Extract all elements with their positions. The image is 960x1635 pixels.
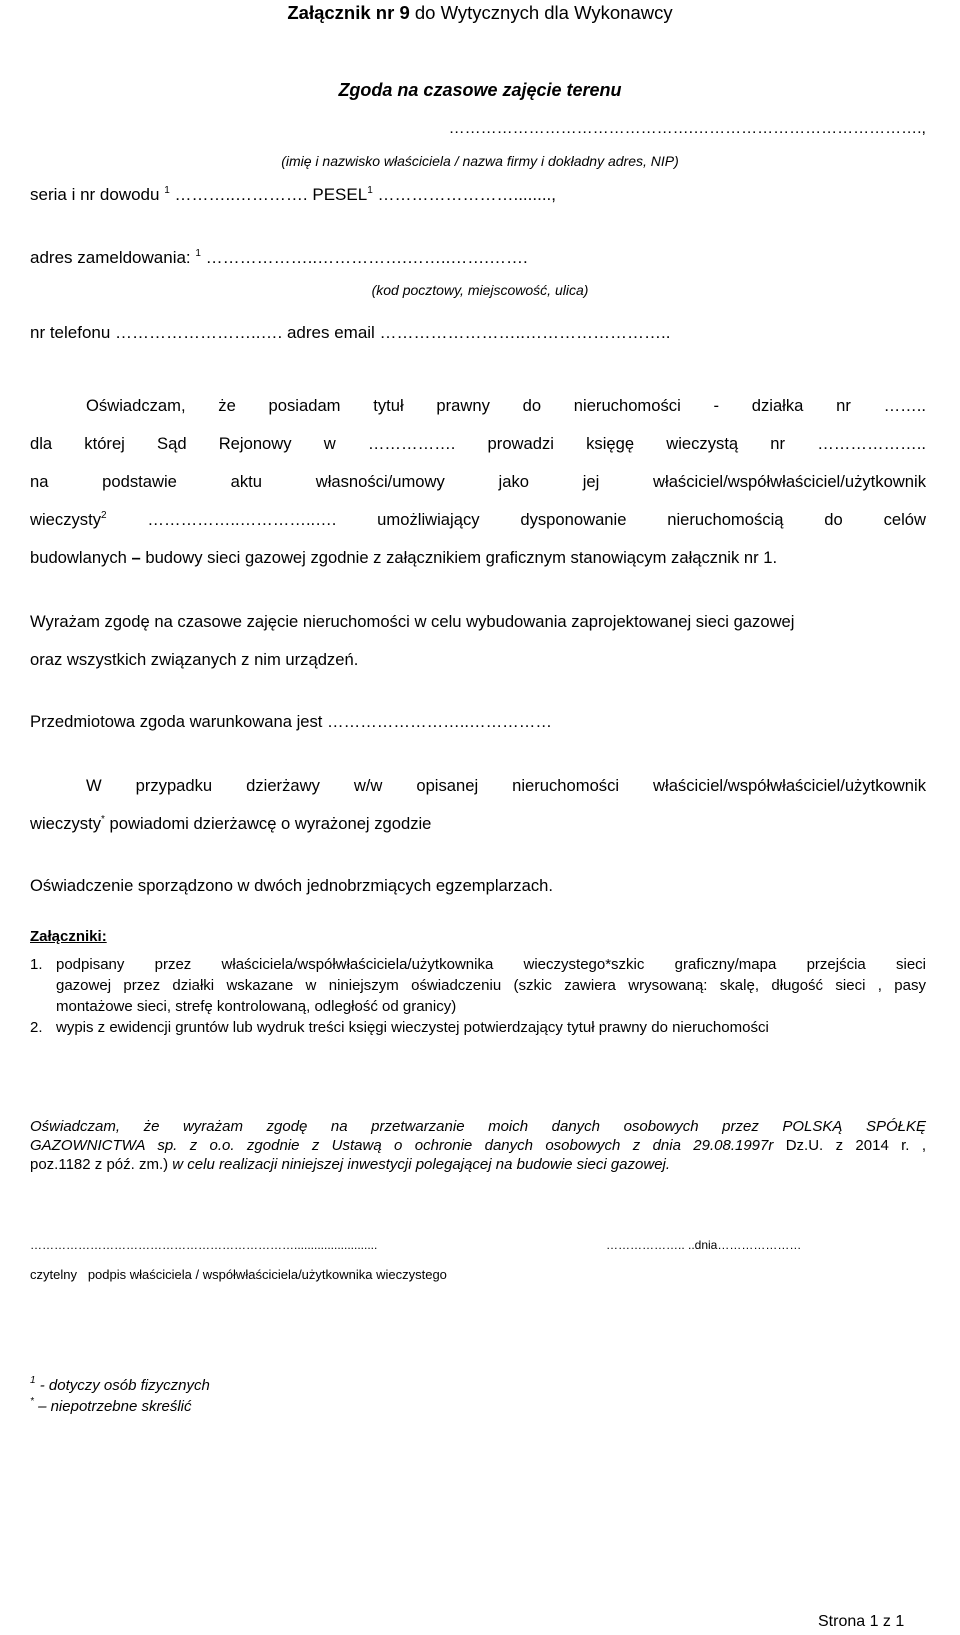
lease-line-1: W przypadku dzierżawy w/w opisanej nieruchomości właściciel/współwłaściciel/użytkownik bbox=[86, 776, 926, 795]
footnote-2 bbox=[30, 1398, 192, 1415]
address-line bbox=[30, 248, 528, 268]
attachment-1-num: 1. bbox=[30, 956, 43, 973]
address-dots: ………………..…………….……..…….……. bbox=[200, 248, 528, 267]
signature-dots-right: ……………….. ..dnia………………… bbox=[606, 1238, 802, 1252]
statement-line-5 bbox=[30, 548, 777, 568]
signature-caption-owner: podpis właściciela / współwłaściciela/użytkownika wieczystego bbox=[87, 1267, 447, 1282]
statement-line-3: na podstawie aktu własności/umowy jako jej właściciel/współwłaściciel/użytkownik bbox=[30, 472, 926, 491]
statement-budowlanych: budowlanych bbox=[30, 548, 127, 567]
data-consent-line-1: Oświadczam, że wyrażam zgodę na przetwarzanie moich danych osobowych przez POLSKĄ SPÓŁKĘ bbox=[30, 1118, 926, 1135]
address-caption: (kod pocztowy, miejscowość, ulica) bbox=[371, 282, 589, 298]
statement-line-1: Oświadczam, że posiadam tytuł prawny do nieruchomości - działka nr …….. bbox=[86, 396, 926, 415]
footnote-1 bbox=[30, 1377, 210, 1394]
footnote-1-text: - dotyczy osób fizycznych bbox=[35, 1377, 210, 1394]
pesel-footnote-mark: 1 bbox=[367, 185, 373, 196]
footnote-1-mark: 1 bbox=[30, 1375, 36, 1386]
page-number: Strona 1 z 1 bbox=[818, 1613, 905, 1630]
lease-line-2-rest: powiadomi dzierżawcę o wyrażonej zgodzie bbox=[104, 814, 432, 833]
lease-line-2 bbox=[30, 814, 431, 834]
signature-caption bbox=[30, 1267, 447, 1282]
form-heading: Zgoda na czasowe zajęcie terenu bbox=[338, 80, 622, 100]
data-consent-purpose: w celu realizacji niniejszej inwestycji polegającej na budowie sieci gazowej. bbox=[168, 1156, 671, 1173]
footnote-2-mark: * bbox=[30, 1396, 34, 1407]
id-line bbox=[30, 185, 556, 205]
signature-caption-readable: czytelny bbox=[30, 1267, 77, 1282]
header-title-bold: Załącznik nr 9 bbox=[287, 2, 410, 23]
attachment-1-line-3: montażowe sieci, strefę kontrolowaną, odległość od granicy) bbox=[56, 998, 457, 1015]
id-footnote-mark: 1 bbox=[164, 185, 170, 196]
phone-email-line: nr telefonu ……………………..…. adres email ……………………..…………………….. bbox=[30, 323, 671, 342]
statement-line-2: dla której Sąd Rejonowy w ……………. prowadzi księgę wieczystą nr ……………….. bbox=[30, 434, 926, 453]
data-consent-poz: poz.1182 z póź. zm.) bbox=[30, 1156, 169, 1173]
data-consent-dzu: Dz.U. bbox=[785, 1137, 824, 1154]
id-label: seria i nr dowodu bbox=[30, 185, 160, 204]
statement-line-4 bbox=[30, 510, 926, 530]
data-consent-year: z 2014 r. , bbox=[823, 1137, 926, 1154]
statement-dash: – bbox=[131, 548, 141, 567]
data-consent-line-3 bbox=[30, 1156, 670, 1173]
footnote-2-text: – niepotrzebne skreślić bbox=[33, 1398, 192, 1415]
attachment-1-line-2: gazowej przez działki wskazane w niniejszym oświadczeniu (szkic zawiera wrysowaną: skalę, długość sieci , pasy bbox=[56, 977, 926, 994]
consent-line-1: Wyrażam zgodę na czasowe zajęcie nieruchomości w celu wybudowania zaprojektowanej sieci gazowej bbox=[30, 612, 795, 631]
consent-line-2: oraz wszystkich związanych z nim urządzeń. bbox=[30, 650, 359, 669]
attachment-1-line-1: podpisany przez właściciela/współwłaściciela/użytkownika wieczystego*szkic graficzny/mapa przejścia sieci bbox=[56, 956, 926, 973]
document-header bbox=[0, 2, 960, 24]
id-dots: ………..…………. PESEL bbox=[169, 185, 368, 204]
attachment-2-num: 2. bbox=[30, 1019, 43, 1036]
header-title-rest: do Wytycznych dla Wykonawcy bbox=[409, 2, 673, 23]
address-label: adres zameldowania: bbox=[30, 248, 191, 267]
owner-line: ……………………………………….……………………………………., bbox=[448, 120, 926, 137]
attachments-heading: Załączniki: bbox=[30, 928, 107, 945]
statement-wieczysty: wieczysty bbox=[30, 510, 101, 529]
statement-footnote-mark: 2 bbox=[101, 510, 107, 521]
signature-dots-left: …………………………………………………………......................... bbox=[30, 1238, 378, 1252]
data-consent-company: GAZOWNICTWA sp. z o.o. bbox=[30, 1137, 235, 1154]
lease-asterisk: * bbox=[101, 814, 105, 825]
consent-condition: Przedmiotowa zgoda warunkowana jest ……………………..…………… bbox=[30, 712, 552, 731]
pesel-dots: ……………………........, bbox=[372, 185, 556, 204]
lease-wieczysty: wieczysty bbox=[30, 814, 101, 833]
address-footnote-mark: 1 bbox=[195, 248, 201, 259]
owner-caption: (imię i nazwisko właściciela / nazwa firmy i dokładny adres, NIP) bbox=[281, 153, 679, 169]
data-consent-act: zgodnie z Ustawą o ochronie danych osobowych z dnia 29.08.1997r bbox=[234, 1137, 786, 1154]
copies-statement: Oświadczenie sporządzono w dwóch jednobrzmiących egzemplarzach. bbox=[30, 876, 553, 895]
statement-line-4-rest: ……………..…………..…. umożliwiający dysponowanie nieruchomością do celów bbox=[106, 510, 926, 529]
attachment-2-line-1: wypis z ewidencji gruntów lub wydruk treści księgi wieczystej potwierdzający tytuł prawny do nieruchomości bbox=[56, 1019, 769, 1036]
statement-line-5-rest: budowy sieci gazowej zgodnie z załącznikiem graficznym stanowiącym załącznik nr 1. bbox=[140, 548, 778, 567]
data-consent-line-2 bbox=[30, 1137, 926, 1154]
